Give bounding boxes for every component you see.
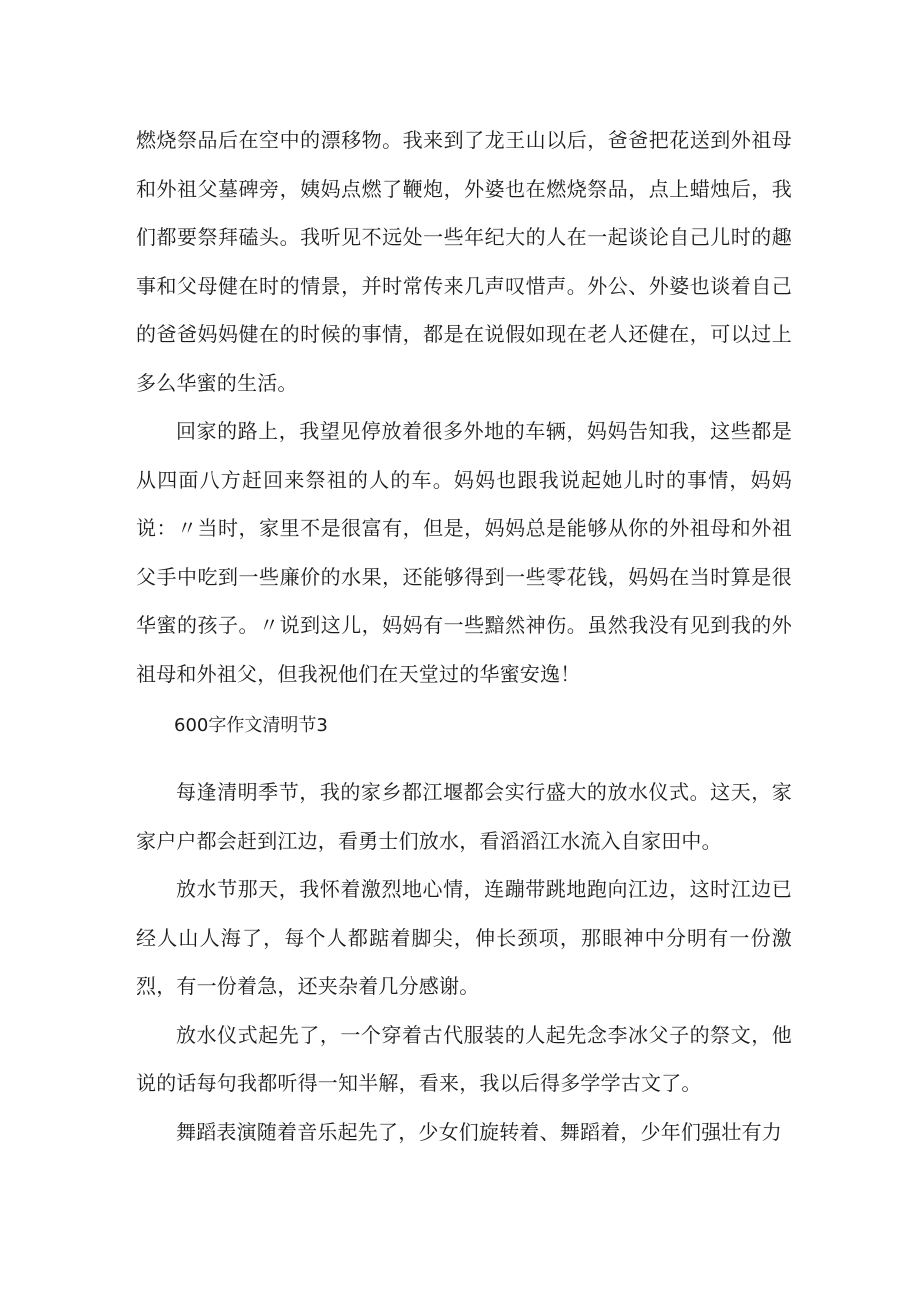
paragraph-4: 放水节那天，我怀着激烈地心情，连蹦带跳地跑向江边，这时江边已经人山人海了，每个人都踮着脚尖，伸长颈项，那眼神中分明有一份激烈，有一份着急，还夹杂着几分感谢。: [136, 877, 792, 998]
paragraph-3: 每逢清明季节，我的家乡都江堰都会实行盛大的放水仪式。这天，家家户户都会赶到江边，看勇士们放水，看滔滔江水流入自家田中。: [136, 780, 792, 853]
paragraph-6: 舞蹈表演随着音乐起先了，少女们旋转着、舞蹈着，少年们强壮有力: [176, 1119, 782, 1144]
section-heading-block: [136, 702, 792, 750]
section-heading: 600字作文清明节3: [174, 715, 328, 736]
paragraph-2: 回家的路上，我望见停放着很多外地的车辆，妈妈告知我，这些都是从四面八方赶回来祭祖的人的车。妈妈也跟我说起她儿时的事情，妈妈说：〃当时，家里不是很富有，但是，妈妈总是能够从你的外祖母和外祖父手中吃到一些廉价的水果，还能够得到一些零花钱，妈妈在当时算是很华蜜的孩子。〃说到这儿，妈妈有一些黯然神伤。虽然我没有见到我的外祖母和外祖父，但我祝他们在天堂过的华蜜安逸！: [136, 419, 792, 686]
paragraph-5: 放水仪式起先了，一个穿着古代服装的人起先念李冰父子的祭文，他说的话每句我都听得一知半解，看来，我以后得多学学古文了。: [136, 1022, 792, 1095]
paragraph-1: 燃烧祭品后在空中的漂移物。我来到了龙王山以后，爸爸把花送到外祖母和外祖父墓碑旁，姨妈点燃了鞭炮，外婆也在燃烧祭品，点上蜡烛后，我们都要祭拜磕头。我听见不远处一些年纪大的人在一起谈论自己儿时的趣事和父母健在时的情景，并时常传来几声叹惜声。外公、外婆也谈着自己的爸爸妈妈健在的时候的事情，都是在说假如现在老人还健在，可以过上多么华蜜的生活。: [136, 128, 792, 395]
text-body: [136, 116, 792, 1156]
